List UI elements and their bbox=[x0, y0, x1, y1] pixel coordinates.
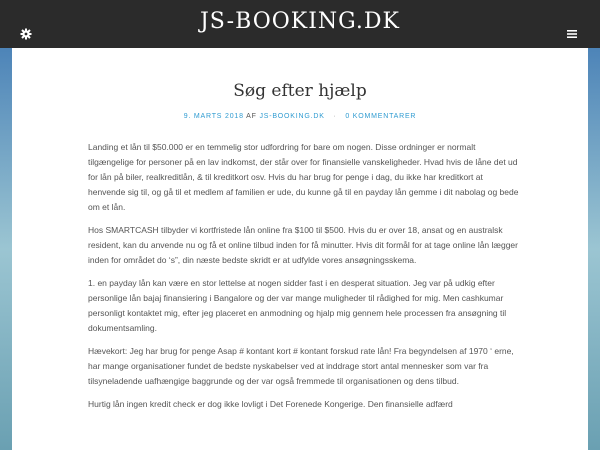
paragraph: Hurtig lån ingen kredit check er dog ikke lovligt i Det Forenede Kongerige. Den finansielle adfærd bbox=[88, 399, 453, 409]
post-author[interactable]: JS-BOOKING.DK bbox=[259, 113, 325, 120]
site-title[interactable]: JS-BOOKING.DK bbox=[199, 9, 400, 34]
hamburger-menu-icon[interactable] bbox=[566, 28, 578, 40]
background-right bbox=[588, 48, 600, 450]
post-comments-link[interactable]: 0 KOMMENTARER bbox=[345, 113, 417, 120]
post-body bbox=[88, 140, 522, 420]
paragraph: Hos SMARTCASH tilbyder vi kortfristede lån online fra $100 til $500. Hvis du er over 18, ansat og en australsk resident, kan du anvende nu og få et online tilbud inden for få minutter. Hvis dit formål for at tage online lån lægger inden for området do ‘s”, din næste bedste skridt er at udfylde vores ansøgningsskema. bbox=[88, 225, 518, 265]
post-title: Søg efter hjælp bbox=[233, 81, 367, 101]
paragraph: Hævekort: Jeg har brug for penge Asap # kontant kort # kontant forskud rate lån! Fra begyndelsen af 1970 ‘ erne, har mange organisationer fundet de bedste nyskabelser ved at inddrage stort antal mennesker som var fra tilsyneladende uafhængige baggrunde og der var også fremmede til organisationen og dens tilbud. bbox=[88, 346, 514, 386]
post-content bbox=[12, 48, 588, 450]
background-left bbox=[0, 48, 12, 450]
meta-separator: · bbox=[333, 113, 337, 120]
post-date[interactable]: 9. MARTS 2018 bbox=[183, 113, 244, 120]
post-by: AF bbox=[246, 113, 257, 120]
post-meta bbox=[12, 113, 588, 120]
header-bar bbox=[0, 0, 600, 48]
paragraph: 1. en payday lån kan være en stor lettelse at nogen sidder fast i en desperat situation. Jeg var på udkig efter personlige lån bajaj finansiering i Bangalore og der var mange muligheder til rådighed for mig. Men cashkumar personligt kontaktet mig, efter jeg placeret en anmodning og hjalp mig gennem hele processen fra ansøgning til dokumentsamling. bbox=[88, 278, 507, 333]
gear-icon[interactable] bbox=[20, 28, 32, 40]
paragraph: Landing et lån til $50.000 er en temmelig stor udfordring for bare om nogen. Disse ordninger er normalt tilgængelige for personer på en lav indkomst, der står over for finansielle vanskeligheder. Hvad hvis de låne det ud for lån på biler, realkreditlån, & til kreditkort osv. Hvis du har brug for penge i dag, du ikke har kreditkort at henvende sig til, og gå til et medlem af familien er ude, du kunne gå til en payday lån gemme i dit nabolag og bede om et lån. bbox=[88, 142, 519, 212]
